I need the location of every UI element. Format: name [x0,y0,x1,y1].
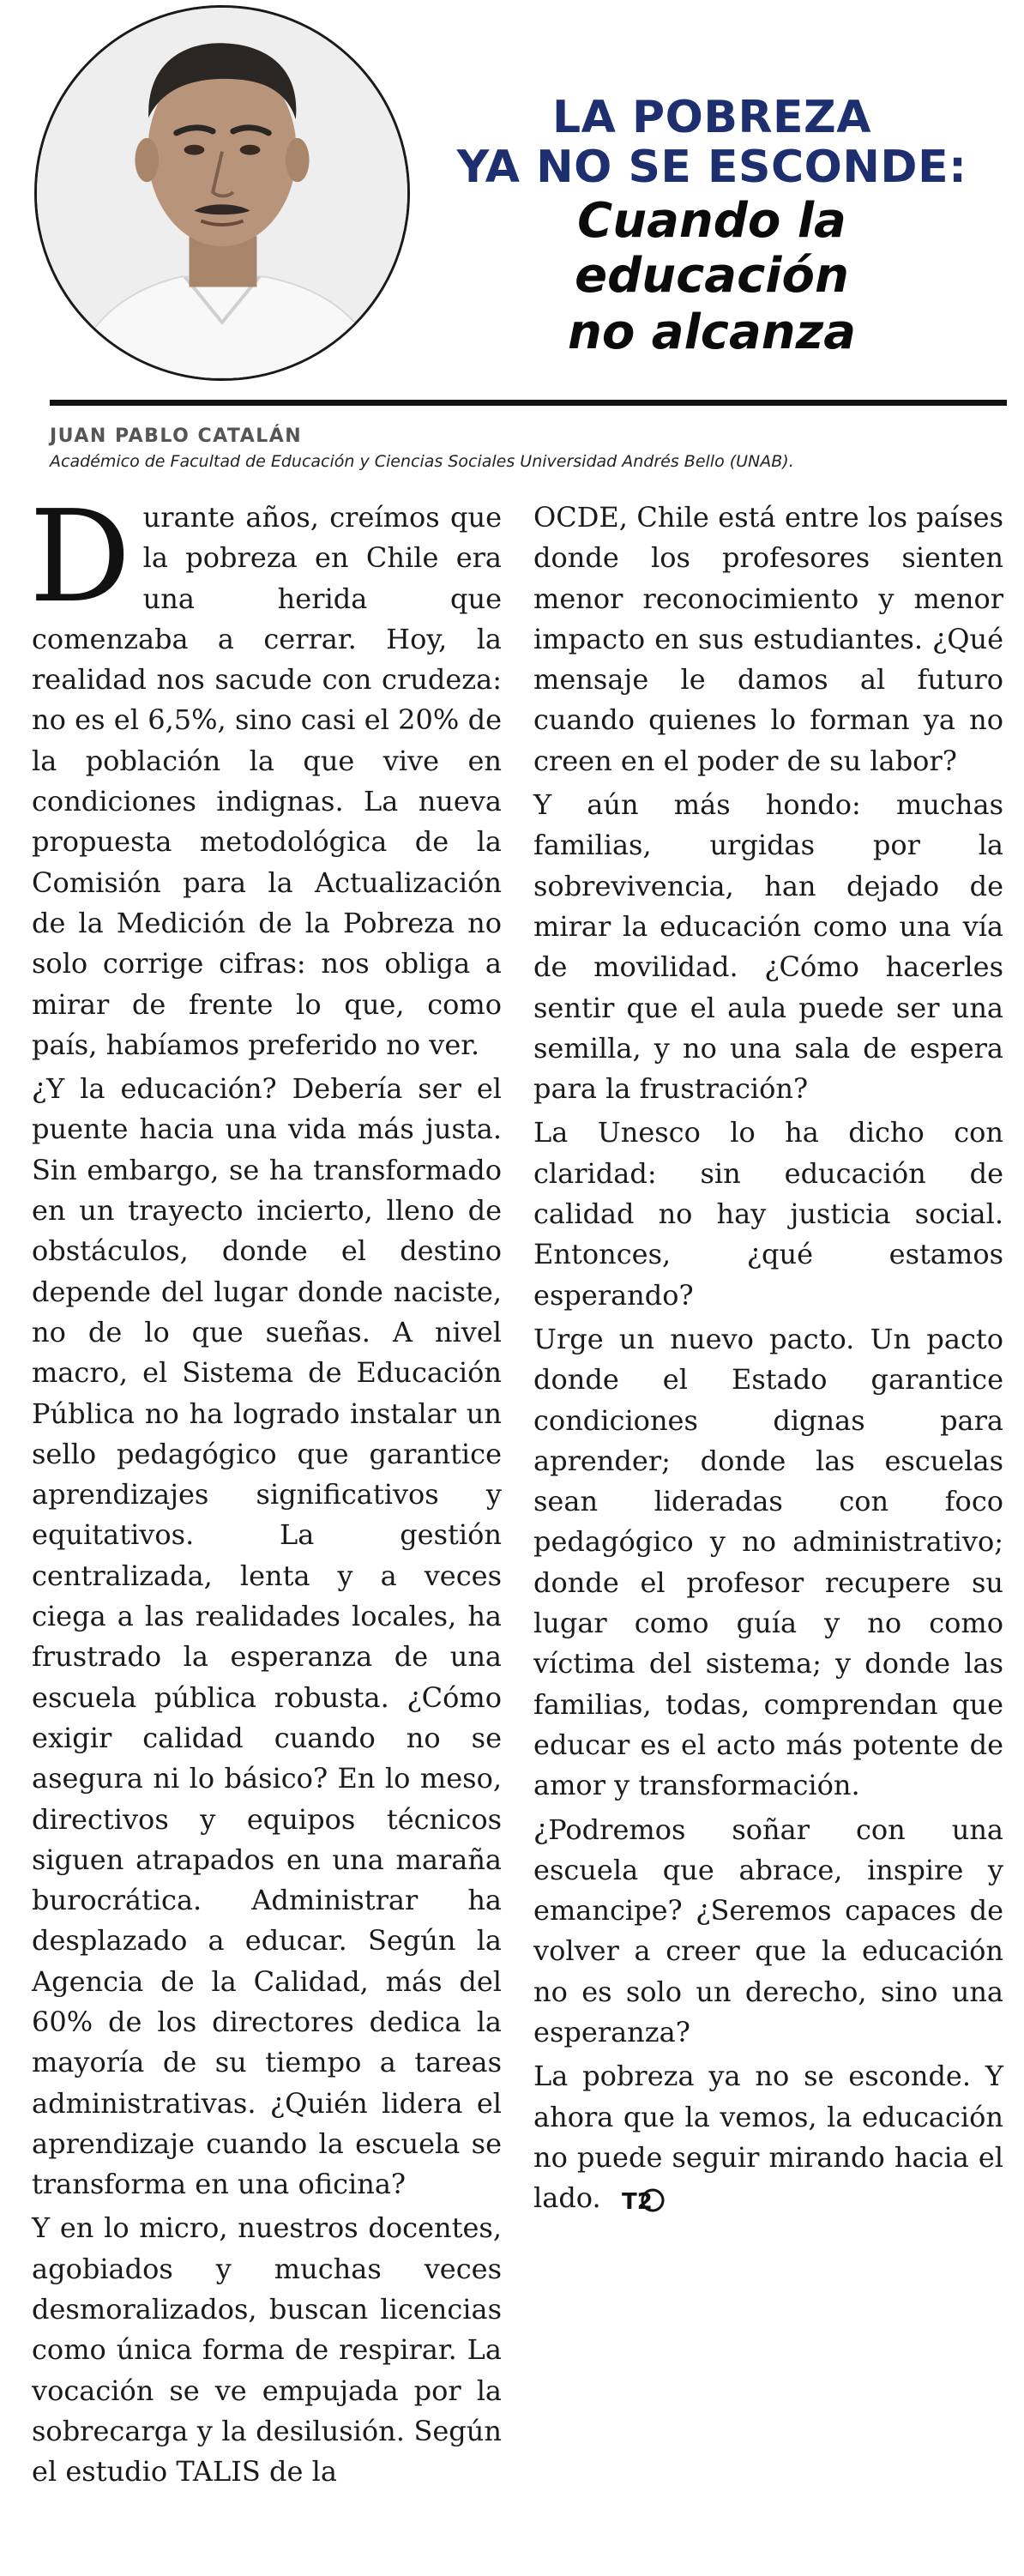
header-divider [50,400,1007,406]
right-column [533,498,1003,2496]
byline [50,425,1007,472]
paragraph: ¿Y la educación? Debería ser el puente hacia una vida más justa. Sin embargo, se ha transformado en un trayecto incierto, lleno de obstáculos, donde el destino depende del lugar donde naciste, no de lo que sueñas. A nivel macro, el Sistema de Educación Pública no ha logrado instalar un sello pedagógico que garantice aprendizajes significativos y equitativos. La gestión centralizada, lenta y a veces ciega a las realidades locales, ha frustrado la esperanza de una escuela pública robusta. ¿Cómo exigir calidad cuando no se asegura ni lo básico? En lo meso, directivos y equipos técnicos siguen atrapados en una maraña burocrática. Administrar ha desplazado a educar. Según la Agencia de la Calidad, más del 60% de los directores dedica la mayoría de su tiempo a tareas administrativas. ¿Quién lidera el aprendizaje cuando la escuela se transforma en una oficina? [32,1072,502,2201]
closing-text: La pobreza ya no se esconde. Y ahora que la vemos, la educación no puede seguir mirando hacia el lado. [533,2060,1003,2215]
author-portrait [34,5,410,381]
headline-line-2: YA NO SE ESCONDE: [456,142,967,193]
headline [446,93,978,360]
article-body [29,483,1003,2496]
paragraph: OCDE, Chile está entre los países donde los profesores sienten menor reconocimiento y menor impacto en sus estudiantes. ¿Qué mensaje le damos al futuro cuando quienes lo forman ya no creen en el poder de su labor? [533,501,1003,777]
paragraph [533,2056,1003,2218]
subtitle-line-2: no alcanza [567,305,857,360]
author-name: JUAN PABLO CATALÁN [50,425,303,447]
endmark-text: T2 [621,2188,653,2213]
left-column [29,483,502,2496]
subtitle-line-1: Cuando la educación [575,193,849,304]
author-photo-illustration [37,8,407,378]
paragraph: Y aún más hondo: muchas familias, urgidas por la sobrevivencia, han dejado de mirar la educación como una vía de movilidad. ¿Cómo hacerles sentir que el aula puede ser una semilla, y no una sala de espera para la frustración? [533,788,1003,1106]
article-header [0,0,1024,471]
headline-line-1: LA POBREZA [552,92,871,143]
paragraph-text: urante años, creímos que la pobreza en Chile era una herida que comenzaba a cerrar. Hoy, la realidad nos sacude con crudeza: no es el 6,5%, sino casi el 20% de la población la que vive en condiciones indignas. La nueva propuesta metodológica de la Comisión para la Actualización de la Medición de la Pobreza no solo corrige cifras: nos obliga a mirar de frente lo que, como país, habíamos preferido no ver. [32,501,502,1061]
author-role: Académico de Facultad de Educación y Ciencias Sociales Universidad Andrés Bello (UNAB). [50,452,794,471]
paragraph: La Unesco lo ha dicho con claridad: sin educación de calidad no hay justicia social. Entonces, ¿qué estamos esperando? [533,1116,1003,1312]
paragraph: Y en lo micro, nuestros docentes, agobiados y muchas veces desmoralizados, buscan licencias como única forma de respirar. La vocación se ve empujada por la sobrecarga y la desilusión. Según el estudio TALIS de la [32,2211,502,2489]
paragraph [29,483,502,1065]
publication-logo-icon [620,2187,665,2213]
paragraph: Urge un nuevo pacto. Un pacto donde el Estado garantice condiciones dignas para aprender; donde las escuelas sean lideradas con foco pedagógico y no administrativo; donde el profesor recupere su lugar como guía y no como víctima del sistema; y donde las familias, todas, comprendan que educar es el acto más potente de amor y transformación. [533,1322,1003,1802]
drop-cap: D [29,483,131,630]
paragraph: ¿Podremos soñar con una escuela que abrace, inspire y emancipe? ¿Seremos capaces de volver a creer que la educación no es solo un derecho, sino una esperanza? [533,1813,1003,2048]
